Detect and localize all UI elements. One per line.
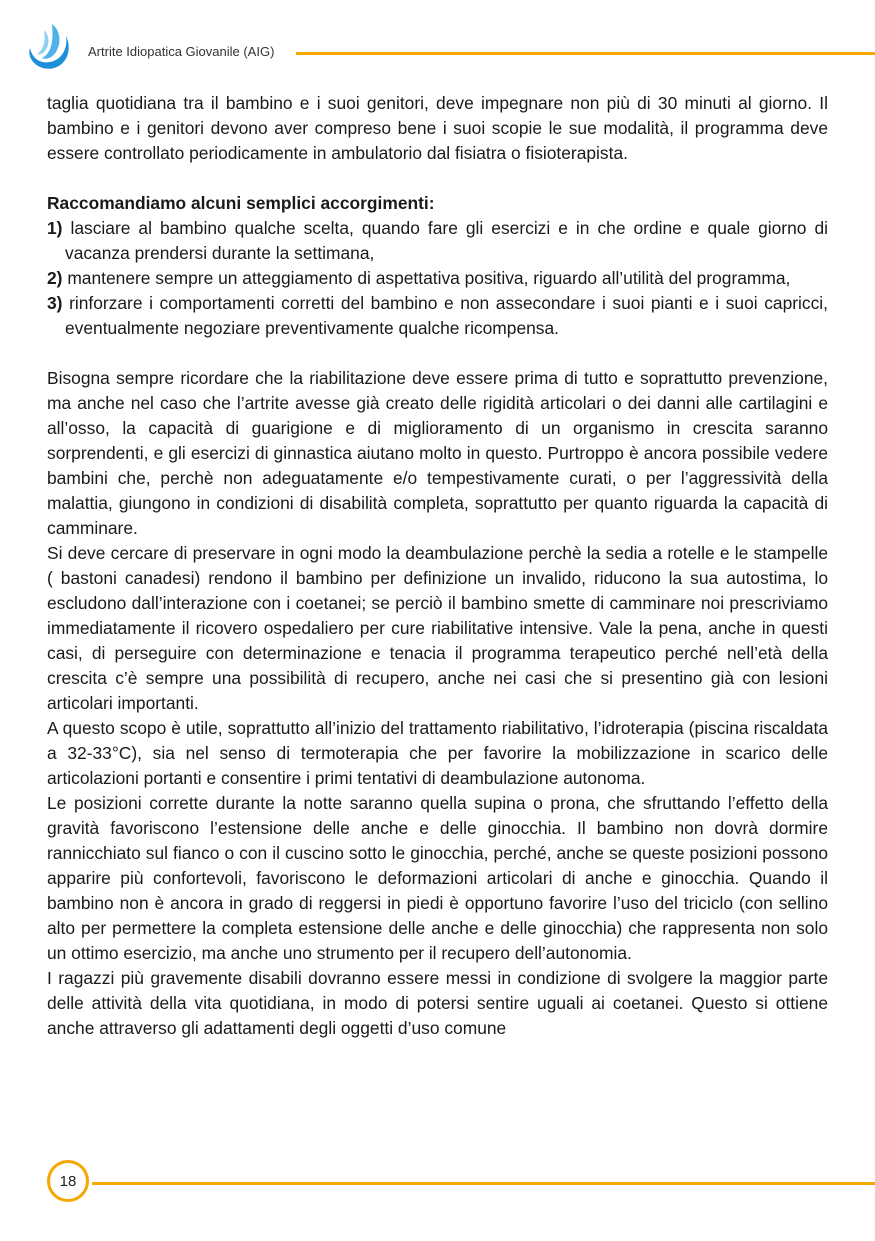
- paragraph-3: Si deve cercare di preservare in ogni modo la deambulazione perchè la sedia a rotelle e le stampelle ( bastoni canadesi) rendono il bambino per definizione un invalido, riducono la sua autostima, lo escludono dall’interazione con i coetanei; se perciò il bambino smette di camminare noi prescriviamo immediatamente il ricovero ospedaliero per cure riabilitative intensive. Vale la pena, anche in questi casi, di perseguire con determinazione e tenacia il programma terapeutico perché nell’età della crescita c’è sempre una possibilità di recupero, anche nei casi che si presentino già con lesioni articolari importanti.: [47, 543, 828, 713]
- list-number: 1): [47, 218, 63, 238]
- page-header: [0, 0, 875, 90]
- list-text: mantenere sempre un atteggiamento di aspettativa positiva, riguardo all’utilità del programma,: [67, 268, 791, 288]
- document-title: Artrite Idiopatica Giovanile (AIG): [88, 44, 275, 59]
- page-content: [47, 91, 828, 1041]
- list-number: 2): [47, 268, 63, 288]
- list-text: rinforzare i comportamenti corretti del bambino e non assecondare i suoi pianti e i suoi capricci, eventualmente negoziare preventivamente qualche ricompensa.: [65, 293, 828, 338]
- footer-rule: [92, 1182, 875, 1185]
- page-number: 18: [47, 1160, 89, 1202]
- section-heading: Raccomandiamo alcuni semplici accorgimenti:: [47, 193, 435, 213]
- paragraph-2: Bisogna sempre ricordare che la riabilitazione deve essere prima di tutto e soprattutto prevenzione, ma anche nel caso che l’artrite avesse già creato delle rigidità articolari o dei danni alle cartilagini e all’osso, la capacità di guarigione e di miglioramento di un organismo in crescita saranno sorprendenti, e gli esercizi di ginnastica aiutano molto in questo. Purtroppo è ancora possibile vedere bambini che, perchè non adeguatamente e/o tempestivamente curati, o per l’aggressività della malattia, giungono in condizioni di disabilità completa, soprattutto per quanto riguarda la capacità di camminare.: [47, 368, 828, 538]
- paragraph-6: I ragazzi più gravemente disabili dovranno essere messi in condizione di svolgere la maggior parte delle attività della vita quotidiana, in modo di potersi sentire uguali ai coetanei. Questo si ottiene anche attraverso gli adattamenti degli oggetti d’uso comune: [47, 968, 828, 1038]
- header-rule: [296, 52, 875, 55]
- list-text: lasciare al bambino qualche scelta, quando fare gli esercizi e in che ordine e quale giorno di vacanza prendersi durante la settimana,: [65, 218, 828, 263]
- paragraph-1: taglia quotidiana tra il bambino e i suoi genitori, deve impegnare non più di 30 minuti al giorno. Il bambino e i genitori devono aver compreso bene i suoi scopie le sue modalità, il programma deve essere controllato periodicamente in ambulatorio dal fisiatra o fisioterapista.: [47, 93, 828, 163]
- list-item: [47, 291, 828, 341]
- blue-wave-logo-icon: [22, 20, 74, 74]
- page-footer: [0, 1155, 875, 1215]
- list-number: 3): [47, 293, 63, 313]
- paragraph-5: Le posizioni corrette durante la notte saranno quella supina o prona, che sfruttando l’effetto della gravità favoriscono l’estensione delle anche e delle ginocchia. Il bambino non dovrà dormire rannicchiato sul fianco o con il cuscino sotto le ginocchia, perché, anche se queste posizioni possono apparire più confortevoli, favoriscono le deformazioni articolari di anche e ginocchia. Quando il bambino non è ancora in grado di reggersi in piedi è opportuno favorire l’uso del triciclo (con sellino alto per permettere la completa estensione delle anche e delle ginocchia) che rappresenta non solo un ottimo esercizio, ma anche uno strumento per il recupero dell’autonomia.: [47, 793, 828, 963]
- paragraph-4: A questo scopo è utile, soprattutto all’inizio del trattamento riabilitativo, l’idroterapia (piscina riscaldata a 32-33°C), sia nel senso di termoterapia che per favorire la mobilizzazione in scarico delle articolazioni portanti e consentire i primi tentativi di deambulazione autonoma.: [47, 718, 828, 788]
- list-item: [47, 216, 828, 266]
- list-item: [47, 266, 828, 291]
